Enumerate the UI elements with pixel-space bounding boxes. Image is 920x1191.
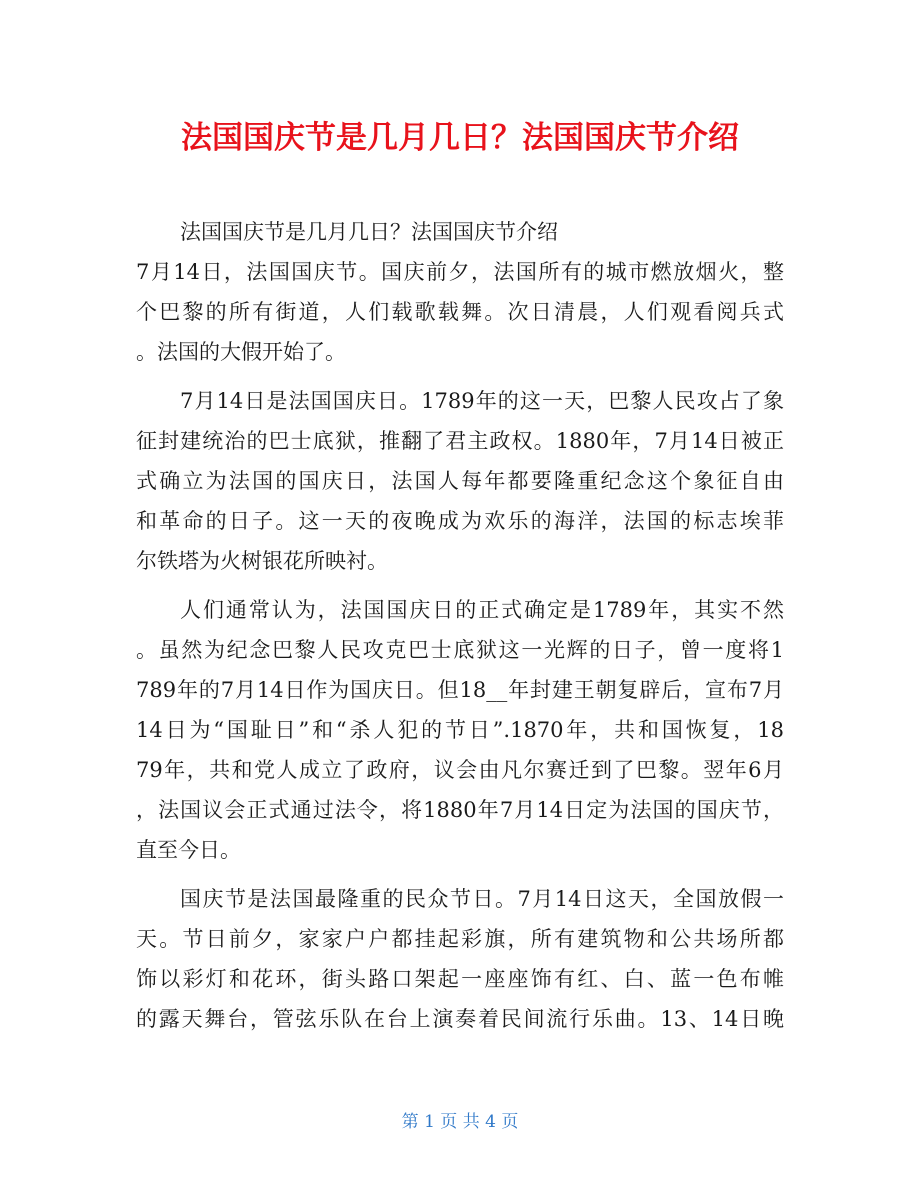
paragraph-line: 79年，共和党人成立了政府，议会由凡尔赛迁到了巴黎。翌年6月 (136, 758, 784, 782)
paragraph-line: 人们通常认为，法国国庆日的正式确定是1789年，其实不然 (180, 598, 784, 622)
page-number-footer: 第 1 页 共 4 页 (401, 1112, 519, 1132)
paragraph-line: 的露天舞台，管弦乐队在台上演奏着民间流行乐曲。13、14日晚 (136, 1007, 784, 1031)
paragraph-line: 直至今日。 (136, 838, 241, 862)
document-body (136, 212, 784, 1039)
paragraph-line: 7月14日是法国国庆日。1789年的这一天，巴黎人民攻占了象 (180, 389, 784, 413)
paragraph-line: 征封建统治的巴士底狱，推翻了君主政权。1880年，7月14日被正 (136, 429, 784, 453)
paragraph-line: 7月14日，法国国庆节。国庆前夕，法国所有的城市燃放烟火，整 (136, 260, 784, 284)
paragraph-line: 。虽然为纪念巴黎人民攻克巴士底狱这一光辉的日子，曾一度将1 (136, 638, 784, 662)
paragraph-line: 法国国庆节是几月几日？法国国庆节介绍 (180, 220, 558, 244)
paragraph-line: ，法国议会正式通过法令，将1880年7月14日定为法国的国庆节， (136, 798, 784, 822)
paragraph-line: 。法国的大假开始了。 (136, 340, 346, 364)
paragraph-line: 14日为“国耻日”和“杀人犯的节日”.1870年，共和国恢复，18 (136, 718, 784, 742)
paragraph-line: 国庆节是法国最隆重的民众节日。7月14日这天，全国放假一 (180, 887, 784, 911)
paragraph-line: 天。节日前夕，家家户户都挂起彩旗，所有建筑物和公共场所都 (136, 927, 784, 951)
paragraph-line: 个巴黎的所有街道，人们载歌载舞。次日清晨，人们观看阅兵式 (136, 300, 784, 324)
paragraph-line: 式确立为法国的国庆日，法国人每年都要隆重纪念这个象征自由 (136, 469, 784, 493)
paragraph-line: 饰以彩灯和花环，街头路口架起一座座饰有红、白、蓝一色布帷 (136, 967, 784, 991)
paragraph-line: 和革命的日子。这一天的夜晚成为欢乐的海洋，法国的标志埃菲 (136, 509, 784, 533)
paragraph-line: 尔铁塔为火树银花所映衬。 (136, 549, 388, 573)
document-title: 法国国庆节是几月几日？法国国庆节介绍 (181, 120, 739, 156)
paragraph-line: 789年的7月14日作为国庆日。但18__年封建王朝复辟后，宣布7月 (136, 678, 784, 702)
